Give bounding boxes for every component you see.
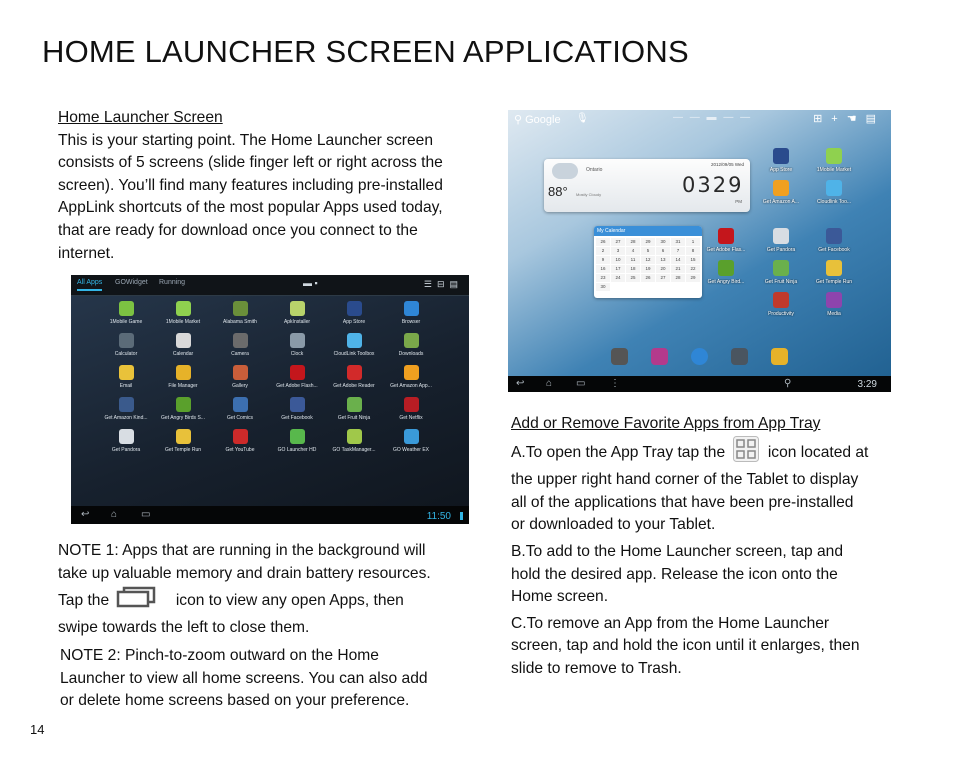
google-search-bar[interactable]: ⚲ Google — [514, 114, 561, 126]
calendar-day[interactable]: 6 — [656, 247, 670, 255]
calendar-day[interactable]: 12 — [641, 256, 655, 264]
app-label: Media — [827, 311, 841, 317]
home-screen-screenshot — [508, 110, 891, 392]
page-number: 14 — [30, 722, 45, 737]
app-label: GO Weather EX — [392, 447, 430, 453]
app-icon[interactable] — [95, 333, 157, 365]
app-icon[interactable] — [95, 429, 157, 461]
calendar-day[interactable]: 16 — [596, 265, 610, 273]
app-icon[interactable] — [323, 333, 385, 365]
calendar-day[interactable]: 11 — [626, 256, 640, 264]
app-icon[interactable] — [323, 301, 385, 333]
app-icon-image — [176, 429, 191, 444]
note-1-tap-text: Tap the — [58, 592, 110, 610]
calendar-widget[interactable] — [594, 226, 702, 298]
calendar-day[interactable]: 13 — [656, 256, 670, 264]
app-icon-image — [233, 333, 248, 348]
app-icon[interactable] — [209, 365, 271, 397]
app-label: 1Mobile Game — [109, 319, 143, 325]
app-label: Get Fruit Ninja — [337, 415, 371, 421]
app-label: Get Pandora — [766, 247, 796, 253]
app-label: Cloudlink Too... — [816, 199, 852, 205]
recent-apps-icon — [114, 585, 172, 617]
section-heading-home-launcher: Home Launcher Screen — [58, 109, 223, 126]
calendar-day[interactable]: 3 — [611, 247, 625, 255]
calendar-day[interactable]: 15 — [686, 256, 700, 264]
folder-icon[interactable] — [771, 348, 788, 365]
calendar-day[interactable]: 30 — [596, 283, 610, 291]
app-icon-image — [826, 292, 842, 308]
app-label: Productivity — [768, 311, 794, 317]
app-label: ApkInstaller — [283, 319, 311, 325]
calendar-day[interactable]: 30 — [656, 238, 670, 246]
calendar-day[interactable]: 4 — [626, 247, 640, 255]
home-app-icon[interactable] — [753, 180, 809, 214]
step-a-line: the upper right hand corner of the Tablet to display — [511, 471, 859, 489]
cloud-icon — [552, 163, 578, 179]
step-b-line: B.To add to the Home Launcher screen, tap and — [511, 542, 844, 560]
menu-icon[interactable]: ⋮ — [610, 378, 620, 389]
intro-line: consists of 5 screens (slide finger left or right across the — [58, 154, 443, 172]
page-indicator-icon: — — ▬ — — — [673, 112, 753, 123]
app-label: Get Netflix — [399, 415, 423, 421]
app-icon-image — [718, 228, 734, 244]
search-label: Google — [525, 114, 561, 126]
step-c-line: slide to remove to Trash. — [511, 659, 682, 677]
app-label: Camera — [231, 351, 249, 357]
app-label: CloudLink Toolbox — [333, 351, 375, 357]
app-label: Get Facebook — [818, 247, 850, 253]
app-icon-image — [826, 260, 842, 276]
app-drawer-screenshot — [71, 275, 469, 524]
app-label: Get Facebook — [281, 415, 313, 421]
calendar-day[interactable]: 26 — [596, 238, 610, 246]
tab-gowidget[interactable]: GOWidget — [115, 279, 148, 286]
home-app-icon[interactable] — [806, 148, 862, 182]
app-icon[interactable] — [152, 397, 214, 429]
home-app-icon[interactable] — [698, 260, 754, 294]
calendar-day[interactable]: 19 — [641, 265, 655, 273]
app-label: Get Angry Birds S... — [161, 415, 205, 421]
back-icon[interactable]: ↩ — [81, 509, 90, 520]
app-label: Browser — [401, 319, 421, 325]
home-app-icon[interactable] — [753, 148, 809, 182]
app-icon[interactable] — [266, 365, 328, 397]
app-icon[interactable] — [266, 301, 328, 333]
app-label: GO TaskManager... — [332, 447, 376, 453]
app-tray-section — [511, 413, 921, 681]
gallery-icon[interactable] — [651, 348, 668, 365]
calendar-day[interactable]: 25 — [626, 274, 640, 282]
app-icon-image — [404, 301, 419, 316]
app-icon[interactable] — [209, 301, 271, 333]
intro-line: screen). You’ll find many features including pre-installed — [58, 176, 443, 194]
calendar-day[interactable]: 10 — [611, 256, 625, 264]
app-label: Get Amazon Kind... — [104, 415, 148, 421]
app-icon-image — [404, 429, 419, 444]
app-icon[interactable] — [380, 333, 442, 365]
step-a-line — [511, 436, 921, 470]
app-label: Alabama Smith — [223, 319, 257, 325]
app-label: Get Temple Run — [164, 447, 202, 453]
app-icon[interactable] — [95, 397, 157, 429]
app-icon-image — [773, 148, 789, 164]
app-icon[interactable] — [380, 397, 442, 429]
app-tray-grid-icon — [729, 436, 763, 470]
widget-ampm: PM — [735, 199, 742, 204]
calendar-day[interactable]: 8 — [686, 247, 700, 255]
calendar-grid — [596, 238, 700, 291]
home-app-icon[interactable] — [753, 260, 809, 294]
weather-condition: Mostly Cloudy — [576, 192, 602, 197]
calendar-day[interactable]: 17 — [611, 265, 625, 273]
app-icon-image — [404, 333, 419, 348]
app-icon[interactable] — [95, 301, 157, 333]
calendar-day[interactable]: 26 — [641, 274, 655, 282]
note-1-line: NOTE 1: Apps that are running in the background will — [58, 542, 426, 559]
calendar-day[interactable]: 28 — [671, 274, 685, 282]
calendar-header — [594, 226, 702, 236]
note-1-line — [58, 585, 488, 617]
tab-all-apps[interactable]: All Apps — [77, 279, 103, 286]
calendar-day[interactable]: 22 — [686, 265, 700, 273]
app-icon[interactable] — [380, 365, 442, 397]
step-a-line: all of the applications that have been pre-installed — [511, 493, 854, 511]
app-label: Get Amazon A... — [762, 199, 800, 205]
calendar-day[interactable]: 31 — [671, 238, 685, 246]
app-label: Get YouTube — [225, 447, 255, 453]
mic-icon[interactable]: 🎙 — [576, 113, 589, 124]
intro-line: that are ready for download once you connect to the — [58, 221, 418, 239]
app-icon[interactable] — [266, 333, 328, 365]
app-icon-image — [826, 148, 842, 164]
page-title: HOME LAUNCHER SCREEN APPLICATIONS — [42, 34, 689, 69]
home-app-icon[interactable] — [698, 228, 754, 262]
system-nav-bar — [508, 376, 891, 392]
app-icon[interactable] — [323, 397, 385, 429]
settings-icon[interactable] — [731, 348, 748, 365]
widget-date: 2012/09/05 Wed — [711, 162, 744, 167]
app-icon-image — [233, 397, 248, 412]
app-icon-image — [347, 333, 362, 348]
step-c-line: C.To remove an App from the Home Launcher — [511, 614, 830, 632]
calendar-day[interactable]: 5 — [641, 247, 655, 255]
headphones-icon[interactable] — [611, 348, 628, 365]
app-icon-image — [290, 365, 305, 380]
app-label: App Store — [769, 167, 793, 173]
app-icon-image — [290, 333, 305, 348]
app-icon-image — [773, 292, 789, 308]
app-icon-image — [119, 429, 134, 444]
usb-icon: ⚲ — [784, 378, 792, 389]
app-label: Get Fruit Ninja — [764, 279, 798, 285]
calendar-day[interactable]: 20 — [656, 265, 670, 273]
app-icon[interactable] — [152, 429, 214, 461]
calendar-day[interactable]: 1 — [686, 238, 700, 246]
step-a-text: A.To open the App Tray tap the — [511, 443, 726, 461]
app-icon[interactable] — [152, 365, 214, 397]
note-2-line: NOTE 2: Pinch-to-zoom outward on the Home — [60, 647, 379, 664]
app-icon-image — [347, 429, 362, 444]
step-a-text: icon located at — [767, 443, 869, 461]
app-icon[interactable] — [209, 397, 271, 429]
app-icon[interactable] — [95, 365, 157, 397]
app-icon-image — [826, 228, 842, 244]
app-icon-image — [290, 429, 305, 444]
calendar-day[interactable]: 9 — [596, 256, 610, 264]
app-icon[interactable] — [266, 429, 328, 461]
app-label: Get Temple Run — [815, 279, 853, 285]
app-drawer-tabbar — [71, 275, 469, 296]
app-label: Get Adobe Flas... — [706, 247, 746, 253]
status-time: 3:29 — [857, 379, 877, 390]
intro-line: AppLink shortcuts of the most popular Apps used today, — [58, 199, 443, 217]
app-icon[interactable] — [152, 333, 214, 365]
weather-temp: 88° — [548, 184, 568, 199]
app-label: Get Amazon App... — [390, 383, 432, 389]
app-icon-image — [290, 397, 305, 412]
note-2 — [60, 645, 480, 713]
note-1 — [58, 540, 488, 639]
app-icon-image — [176, 333, 191, 348]
app-icon-image — [347, 365, 362, 380]
weather-city: Ontario — [586, 167, 603, 173]
calendar-day[interactable]: 29 — [641, 238, 655, 246]
recent-apps-icon[interactable]: ▭ — [576, 378, 586, 389]
app-icon-image — [347, 397, 362, 412]
app-icon-image — [233, 365, 248, 380]
app-icon[interactable] — [209, 333, 271, 365]
app-label: 1Mobile Market — [816, 167, 852, 173]
app-icon-image — [233, 301, 248, 316]
calendar-day[interactable]: 29 — [686, 274, 700, 282]
browser-icon[interactable] — [691, 348, 708, 365]
app-label: Get Comics — [226, 415, 254, 421]
calendar-day[interactable]: 14 — [671, 256, 685, 264]
app-label: Email — [119, 383, 133, 389]
note-1-rest-text: icon to view any open Apps, then — [175, 592, 404, 610]
app-icon-image — [347, 301, 362, 316]
step-a-line: or downloaded to your Tablet. — [511, 516, 716, 534]
app-label: Calendar — [172, 351, 194, 357]
intro-line: This is your starting point. The Home Launcher screen — [58, 131, 434, 149]
home-app-icon[interactable] — [806, 228, 862, 262]
calendar-day[interactable]: 27 — [656, 274, 670, 282]
calendar-day[interactable]: 27 — [611, 238, 625, 246]
app-label: Get Angry Bird... — [707, 279, 745, 285]
back-icon[interactable]: ↩ — [516, 378, 525, 389]
note-1-line: take up valuable memory and drain battery resources. — [58, 564, 431, 582]
app-icon[interactable] — [323, 365, 385, 397]
app-icon-image — [404, 365, 419, 380]
step-b-line: hold the desired app. Release the icon onto the — [511, 565, 838, 583]
step-c-line: screen, tap and hold the icon until it enlarges, then — [511, 637, 860, 655]
calendar-day[interactable]: 23 — [596, 274, 610, 282]
app-icon-image — [119, 397, 134, 412]
app-icon-image — [826, 180, 842, 196]
section-heading-app-tray: Add or Remove Favorite Apps from App Tray — [511, 415, 821, 432]
recent-apps-icon[interactable]: ▭ — [141, 509, 151, 520]
app-icon-image — [404, 397, 419, 412]
note-1-line: swipe towards the left to close them. — [58, 618, 310, 636]
drawer-menu-icons[interactable]: ☰⊟▤ — [423, 279, 463, 289]
app-icon-image — [233, 429, 248, 444]
app-icon-image — [773, 180, 789, 196]
app-icon-image — [119, 365, 134, 380]
app-tray-icons[interactable]: ⊞+☚▤ — [813, 113, 885, 125]
app-label: Downloads — [398, 351, 424, 357]
intro-line: internet. — [58, 244, 115, 262]
app-icon-image — [718, 260, 734, 276]
home-app-icon[interactable] — [806, 260, 862, 294]
home-app-icon[interactable] — [753, 292, 809, 326]
system-nav-bar — [71, 506, 469, 524]
app-label: Clock — [290, 351, 304, 357]
app-icon-image — [176, 397, 191, 412]
app-label: 1Mobile Market — [165, 319, 201, 325]
calendar-day[interactable]: 2 — [596, 247, 610, 255]
app-icon-image — [119, 301, 134, 316]
calendar-day[interactable]: 7 — [671, 247, 685, 255]
app-icon-image — [290, 301, 305, 316]
weather-clock-widget — [544, 159, 750, 212]
app-label: Get Adobe Reader — [333, 383, 375, 389]
app-label: File Manager — [168, 383, 198, 389]
calendar-day[interactable]: 24 — [611, 274, 625, 282]
app-icon-image — [119, 333, 134, 348]
home-launcher-section — [58, 107, 498, 265]
home-icon[interactable]: ⌂ — [546, 378, 553, 389]
app-label: Calculator — [114, 351, 138, 357]
tab-running[interactable]: Running — [159, 279, 186, 286]
app-label: Get Adobe Flash... — [276, 383, 318, 389]
app-icon-image — [773, 228, 789, 244]
app-icon-image — [176, 301, 191, 316]
app-label: App Store — [342, 319, 366, 325]
status-time: 11:50 — [426, 511, 451, 522]
app-icon[interactable] — [380, 301, 442, 333]
widget-clock: 0329 — [682, 173, 744, 197]
app-icon[interactable] — [152, 301, 214, 333]
app-icon[interactable] — [323, 429, 385, 461]
app-icon-image — [773, 260, 789, 276]
app-icon[interactable] — [209, 429, 271, 461]
home-app-icon[interactable] — [753, 228, 809, 262]
app-label: Get Pandora — [111, 447, 141, 453]
page-indicator-icon: ▬ ▪ — [303, 278, 318, 288]
calendar-title: My Calendar — [597, 228, 626, 234]
home-icon[interactable]: ⌂ — [111, 509, 118, 520]
app-icon[interactable] — [380, 429, 442, 461]
calendar-day[interactable]: 28 — [626, 238, 640, 246]
step-b-line: Home screen. — [511, 588, 609, 606]
calendar-day[interactable]: 21 — [671, 265, 685, 273]
app-label: GO Launcher HD — [277, 447, 317, 453]
calendar-day[interactable]: 18 — [626, 265, 640, 273]
app-label: Gallery — [232, 383, 248, 389]
app-icon-image — [176, 365, 191, 380]
app-icon[interactable] — [266, 397, 328, 429]
battery-icon — [460, 512, 463, 520]
note-2-line: or delete home screens based on your preference. — [60, 692, 410, 710]
home-app-icon[interactable] — [806, 180, 862, 214]
note-2-line: Launcher to view all home screens. You can also add — [60, 669, 428, 687]
home-app-icon[interactable] — [806, 292, 862, 326]
